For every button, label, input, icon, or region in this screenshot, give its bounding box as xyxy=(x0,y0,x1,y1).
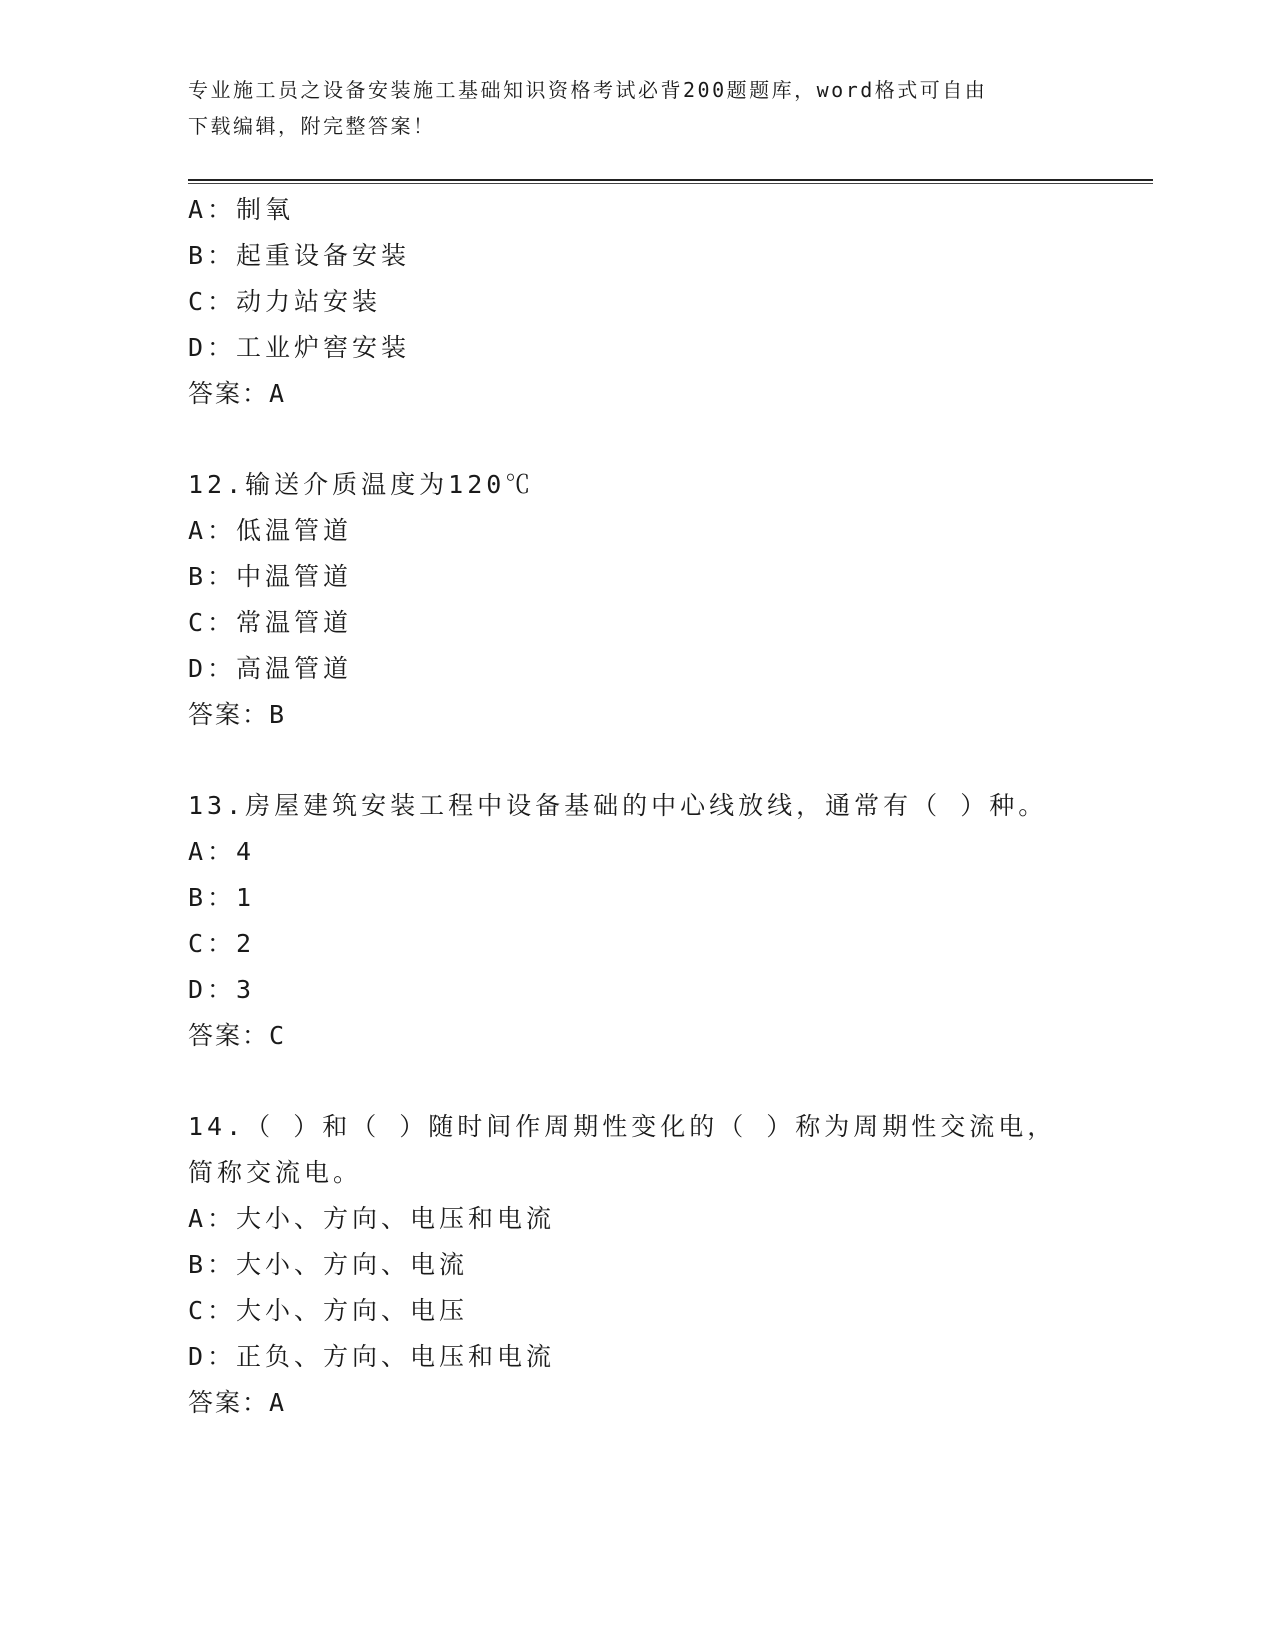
option-b: B：中温管道 xyxy=(188,562,353,591)
option-a: A：大小、方向、电压和电流 xyxy=(188,1204,556,1233)
question-11 xyxy=(188,187,1068,417)
option-b: B：大小、方向、电流 xyxy=(188,1250,469,1279)
option-c: C：2 xyxy=(188,929,256,958)
question-text: 13.房屋建筑安装工程中设备基础的中心线放线，通常有（ ）种。 xyxy=(188,791,1048,820)
option-d: D：正负、方向、电压和电流 xyxy=(188,1342,556,1371)
option-c: C：动力站安装 xyxy=(188,287,382,316)
option-b: B：1 xyxy=(188,883,256,912)
answer-line: 答案：C xyxy=(188,1021,287,1050)
question-13 xyxy=(188,783,1068,1059)
option-a: A：制氧 xyxy=(188,195,295,224)
header-divider-thin xyxy=(188,183,1153,184)
answer-line: 答案：B xyxy=(188,700,287,729)
header-line-1: 专业施工员之设备安装施工基础知识资格考试必背200题题库，word格式可自由 xyxy=(188,78,988,102)
answer-line: 答案：A xyxy=(188,379,287,408)
answer-line: 答案：A xyxy=(188,1388,287,1417)
document-header xyxy=(188,72,1068,144)
option-c: C：大小、方向、电压 xyxy=(188,1296,469,1325)
option-b: B：起重设备安装 xyxy=(188,241,411,270)
question-list xyxy=(188,187,1068,1426)
question-12 xyxy=(188,462,1068,738)
question-text: 14.（ ）和（ ）随时间作周期性变化的（ ）称为周期性交流电，简称交流电。 xyxy=(188,1112,1057,1187)
option-d: D：3 xyxy=(188,975,256,1004)
header-divider-thick xyxy=(188,179,1153,181)
header-line-2: 下载编辑，附完整答案！ xyxy=(188,114,436,138)
question-14 xyxy=(188,1104,1068,1426)
option-d: D：高温管道 xyxy=(188,654,353,683)
question-text: 12.输送介质温度为120℃ xyxy=(188,470,535,499)
option-d: D：工业炉窖安装 xyxy=(188,333,411,362)
option-c: C：常温管道 xyxy=(188,608,353,637)
option-a: A：低温管道 xyxy=(188,516,353,545)
option-a: A：4 xyxy=(188,837,256,866)
